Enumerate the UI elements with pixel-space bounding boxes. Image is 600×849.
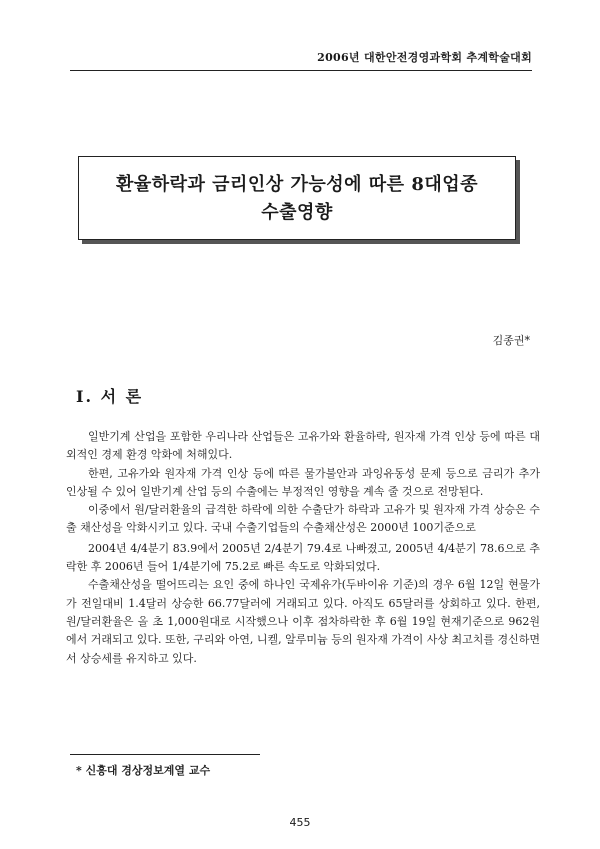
paper-title-line-1: 환율하락과 금리인상 가능성에 따른 8대업종 — [115, 174, 479, 195]
paragraph-2: 한편, 고유가와 원자재 가격 인상 등에 따른 물가불안과 과잉유동성 문제 등으로 금리가 추가 인상될 수 있어 일반기계 산업 등의 수출에는 부정적인 영향을 계속 줄 것으로 전망된다. — [66, 466, 540, 498]
paragraph-3: 이중에서 원/달러환율의 급격한 하락에 의한 수출단가 하락과 고유가 및 원자재 가격 상승은 수출 채산성을 악화시키고 있다. 국내 수출기업들의 수출채산성은 2000년 100기준으로 — [66, 503, 540, 535]
title-box — [78, 156, 516, 240]
section-heading: Ⅰ. 서 론 — [76, 387, 144, 406]
page-number: 455 — [289, 816, 311, 829]
paper-title-line-2: 수출영향 — [261, 202, 333, 223]
paragraph-5: 수출채산성을 떨어뜨리는 요인 중에 하나인 국제유가(두바이유 기준)의 경우 6월 12일 현물가가 전일대비 1.4달러 상승한 66.77달러에 거래되고 있다. 아직도 65달러를 상회하고 있다. 한편, 원/달러환율은 올 초 1,000원대로 시작했으나 이후 점차하락한 후 6월 19일 현재기준으로 962원에서 거래되고 있다. 또한, 구리와 아연, 니켈, 알루미늄 등의 원자재 가격이 사상 최고치를 경신하면서 상승세를 유지하고 있다. — [66, 578, 540, 665]
conference-header: 2006년 대한안전경영과학회 추계학술대회 — [317, 51, 532, 64]
author-name: 김종권* — [492, 334, 530, 347]
footnote-rule — [70, 754, 260, 755]
paragraph-4: 2004년 4/4분기 83.9에서 2005년 2/4분기 79.4로 나빠졌고, 2005년 4/4분기 78.6으로 추락한 후 2006년 들어 1/4분기에 75.2로 빠른 속도로 악화되었다. — [66, 541, 540, 574]
body-text — [66, 428, 540, 668]
paragraph-1: 일반기계 산업을 포함한 우리나라 산업들은 고유가와 환율하락, 원자재 가격 인상 등에 따른 대외적인 경제 환경 악화에 처해있다. — [66, 430, 540, 462]
footnote: * 신흥대 경상정보계열 교수 — [76, 764, 211, 777]
header-rule — [70, 70, 532, 71]
